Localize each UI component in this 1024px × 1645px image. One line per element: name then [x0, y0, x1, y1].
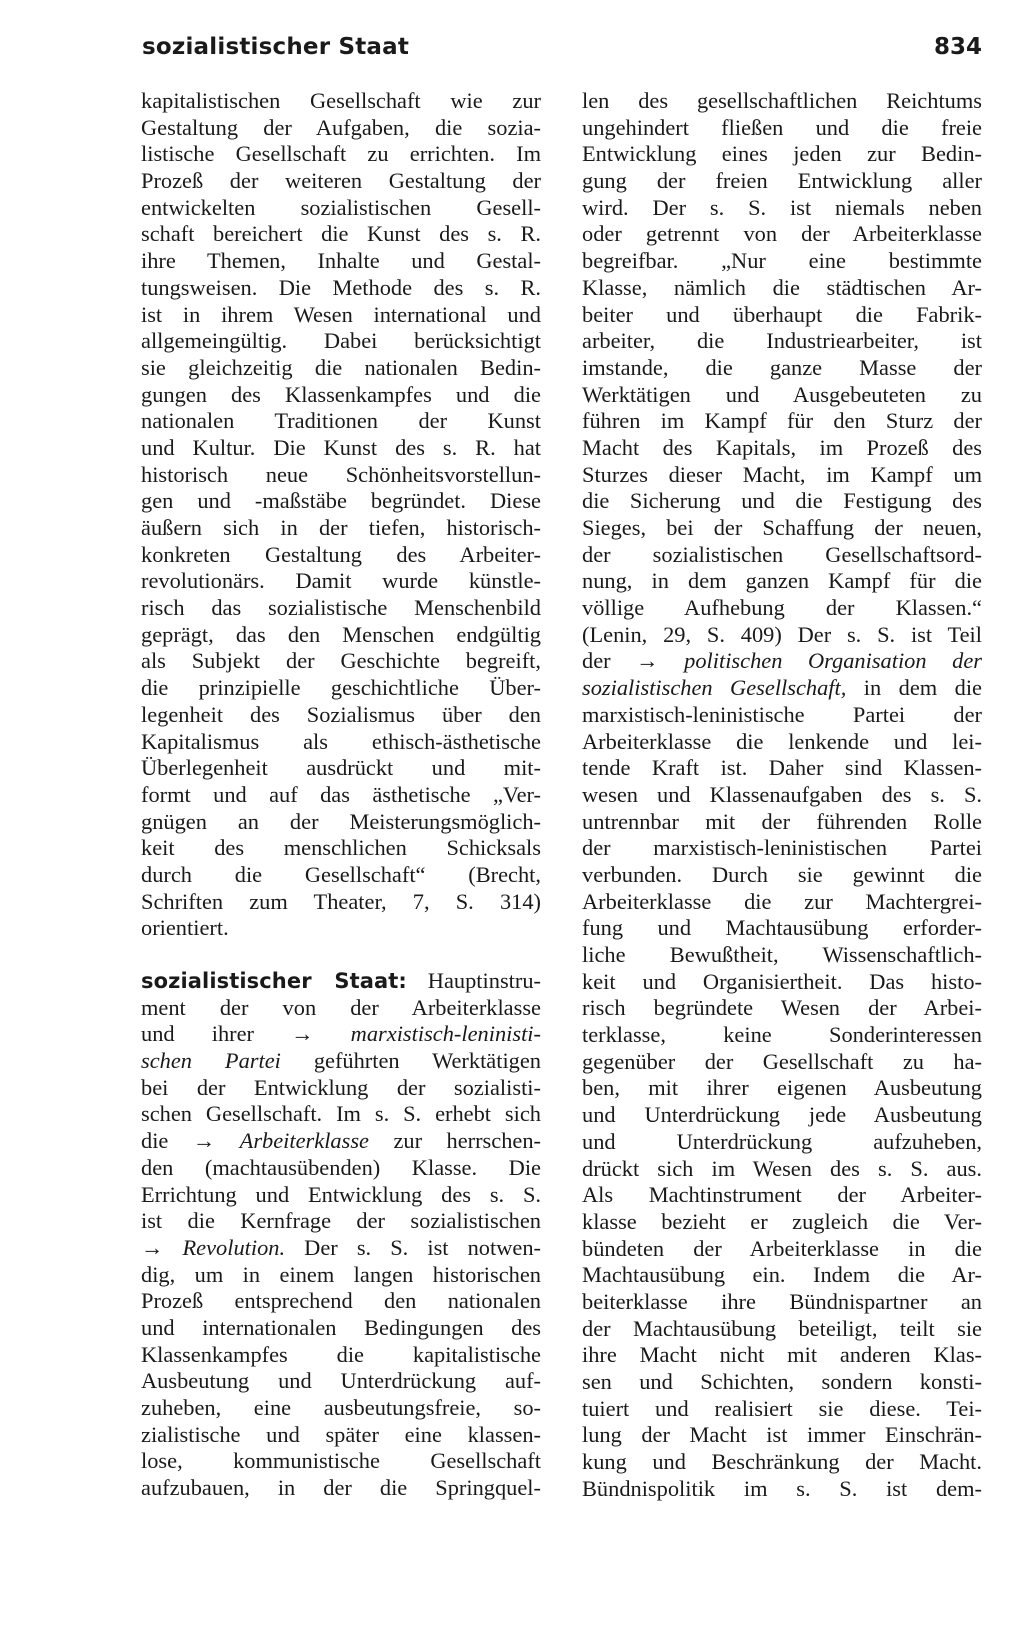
text-line: führen im Kampf für den Sturz der [582, 408, 982, 434]
cross-reference-link[interactable]: Arbeiterklasse [239, 1128, 369, 1154]
text-line: (Lenin, 29, S. 409) Der s. S. ist Teil [582, 621, 982, 647]
text-line: sen und Schichten, sondern konsti- [582, 1369, 982, 1394]
text-line: risch das sozialistische Menschenbild [141, 595, 541, 621]
text-line: Machtausübung ein. Indem die Ar- [582, 1262, 982, 1288]
paragraph-continuation [141, 88, 541, 942]
text-line: Errichtung und Entwicklung des s. S. [141, 1181, 541, 1207]
cross-reference-arrow-icon: → [192, 1128, 240, 1154]
text-line: als Subjekt der Geschichte begreift, [141, 648, 541, 674]
text-line: Arbeiterklasse die lenkende und lei- [582, 728, 982, 754]
text-line: geprägt, das den Menschen endgültig [141, 621, 541, 647]
text-line: wesen und Klassenaufgaben des s. S. [582, 781, 982, 807]
text-line: schen Gesellschaft. Im s. S. erhebt sich [141, 1101, 541, 1127]
text-line: gegenüber der Gesellschaft zu ha- [582, 1048, 982, 1074]
text-line: untrennbar mit der führenden Rolle [582, 808, 982, 834]
text-line: Ausbeutung und Unterdrückung auf- [141, 1368, 541, 1394]
cross-reference-arrow-icon: → [636, 648, 685, 674]
text-line: keit des menschlichen Schicksals [141, 835, 541, 861]
text-line: gnügen an der Meisterungsmöglich- [141, 808, 541, 834]
text-line: gungen des Klassenkampfes und die [141, 381, 541, 407]
text-line: tuiert und realisiert sie diese. Tei- [582, 1395, 982, 1421]
text-line: und internationalen Bedingungen des [141, 1314, 541, 1340]
text-line: len des gesellschaftlichen Reichtums [582, 88, 982, 113]
text-line: und Kultur. Die Kunst des s. R. hat [141, 434, 541, 460]
text-line: die prinzipielle geschichtliche Über- [141, 675, 541, 701]
page-header [142, 34, 982, 74]
text-line: kapitalistischen Gesellschaft wie zur [141, 88, 541, 113]
text-line [141, 1235, 541, 1262]
cross-reference-link[interactable]: schen Partei [141, 1048, 281, 1074]
text-line: arbeiter, die Industriearbeiter, ist [582, 328, 982, 354]
text-line: lung der Macht ist immer Einschrän- [582, 1422, 982, 1448]
text-run: zur herrschen- [369, 1128, 541, 1154]
text-line: oder getrennt von der Arbeiterklasse [582, 221, 982, 247]
text-line: nationalen Traditionen der Kunst [141, 408, 541, 434]
text-line [141, 1128, 541, 1155]
text-line: und Unterdrückung jede Ausbeutung [582, 1102, 982, 1128]
right-column [582, 88, 982, 1502]
cross-reference-link[interactable]: politischen Organisation der [684, 648, 982, 674]
text-line: bei der Entwicklung der sozialisti- [141, 1074, 541, 1100]
cross-reference-arrow-icon: → [141, 1234, 183, 1260]
text-line: Arbeiterklasse die zur Machtergrei- [582, 888, 982, 914]
text-line: ist in ihrem Wesen international und [141, 301, 541, 327]
text-line [141, 968, 541, 995]
text-line: gen und -maßstäbe begründet. Diese [141, 488, 541, 514]
text-line: drückt sich im Wesen des s. S. aus. [582, 1155, 982, 1181]
text-line: zuheben, eine ausbeutungsfreie, so- [141, 1395, 541, 1420]
text-line: klasse bezieht er zugleich die Ver- [582, 1208, 982, 1234]
text-line: Klassenkampfes die kapitalistische [141, 1341, 541, 1367]
text-line: aufzubauen, in der die Springquel- [141, 1475, 541, 1501]
text-run: und ihrer [141, 1021, 292, 1047]
text-line: sie gleichzeitig die nationalen Bedin- [141, 354, 541, 380]
text-line: Gestaltung der Aufgaben, die sozia- [141, 114, 541, 140]
text-line: völlige Aufhebung der Klassen.“ [582, 595, 982, 621]
text-line: nung, in dem ganzen Kampf für die [582, 568, 982, 594]
text-line: Bündnispolitik im s. S. ist dem- [582, 1475, 982, 1501]
text-line: beiter und überhaupt die Fabrik- [582, 301, 982, 327]
text-line: liche Bewußtheit, Wissenschaftlich- [582, 942, 982, 967]
text-line: tungsweisen. Die Methode des s. R. [141, 274, 541, 300]
text-line: ihre Macht nicht mit anderen Klas- [582, 1342, 982, 1368]
entry-spacer [141, 942, 541, 968]
text-run: geführten Werktätigen [280, 1048, 541, 1074]
text-line: kung und Beschränkung der Macht. [582, 1449, 982, 1475]
text-line [141, 1021, 541, 1048]
text-line: Klasse, nämlich die städtischen Ar- [582, 274, 982, 300]
text-run: Hauptinstru- [406, 968, 541, 993]
running-head: sozialistischer Staat [142, 34, 410, 60]
text-line [141, 1048, 541, 1075]
text-line: konkreten Gestaltung des Arbeiter- [141, 541, 541, 567]
text-line: keit und Organisiertheit. Das histo- [582, 968, 982, 994]
text-line: entwickelten sozialistischen Gesell- [141, 194, 541, 220]
text-line: wird. Der s. S. ist niemals neben [582, 194, 982, 220]
text-line: Werktätigen und Ausgebeuteten zu [582, 381, 982, 407]
text-run: der [582, 648, 637, 674]
text-line: Prozeß entsprechend den nationalen [141, 1288, 541, 1314]
text-line: dig, um in einem langen historischen [141, 1261, 541, 1287]
text-line: äußern sich in der tiefen, historisch- [141, 515, 541, 540]
text-line: der marxistisch-leninistischen Partei [582, 835, 982, 861]
text-line: ment der von der Arbeiterklasse [141, 994, 541, 1020]
text-line [582, 675, 982, 702]
text-line: ben, mit ihrer eigenen Ausbeutung [582, 1075, 982, 1101]
text-line: Kapitalismus als ethisch-ästhetische [141, 728, 541, 754]
cross-reference-link[interactable]: marxistisch-leninisti- [350, 1021, 541, 1047]
text-run: in dem die [846, 675, 982, 701]
text-line: marxistisch-leninistische Partei der [582, 701, 982, 727]
text-line: fung und Machtausübung erforder- [582, 915, 982, 941]
text-line: bündeten der Arbeiterklasse in die [582, 1235, 982, 1261]
cross-reference-arrow-icon: → [291, 1021, 351, 1047]
entry-headword: sozialistischer Staat: [141, 969, 407, 993]
text-line: zialistische und später eine klassen- [141, 1421, 541, 1447]
text-line: historisch neue Schönheitsvorstellun- [141, 461, 541, 487]
cross-reference-link[interactable]: sozialistischen Gesellschaft, [582, 675, 847, 701]
text-line: ihre Themen, Inhalte und Gestal- [141, 248, 541, 274]
text-line [582, 648, 982, 675]
page-number: 834 [933, 34, 982, 60]
text-line: die Sicherung und die Festigung des [582, 488, 982, 514]
text-line: listische Gesellschaft zu errichten. Im [141, 141, 541, 167]
text-line: Sturzes dieser Macht, im Kampf um [582, 461, 982, 487]
text-line: Prozeß der weiteren Gestaltung der [141, 168, 541, 194]
cross-reference-link[interactable]: Revolution. [182, 1234, 286, 1260]
text-line: lose, kommunistische Gesellschaft [141, 1448, 541, 1474]
text-line: verbunden. Durch sie gewinnt die [582, 861, 982, 887]
text-line: risch begründete Wesen der Arbei- [582, 995, 982, 1021]
text-run: die [141, 1128, 193, 1154]
text-line: ist die Kernfrage der sozialistischen [141, 1208, 541, 1234]
text-line: tende Kraft ist. Daher sind Klassen- [582, 755, 982, 781]
text-line: der Machtausübung beteiligt, teilt sie [582, 1315, 982, 1341]
text-line: Als Machtinstrument der Arbeiter- [582, 1182, 982, 1208]
text-line: Überlegenheit ausdrückt und mit- [141, 755, 541, 781]
text-line: ungehindert fließen und die freie [582, 114, 982, 140]
text-line: der sozialistischen Gesellschaftsord- [582, 541, 982, 567]
text-line: gung der freien Entwicklung aller [582, 168, 982, 194]
text-line: Macht des Kapitals, im Prozeß des [582, 434, 982, 460]
text-line: Entwicklung eines jeden zur Bedin- [582, 141, 982, 167]
text-line: und Unterdrückung aufzuheben, [582, 1128, 982, 1154]
text-line: imstande, die ganze Masse der [582, 354, 982, 380]
dictionary-entry [141, 968, 541, 1502]
text-line: beiterklasse ihre Bündnispartner an [582, 1288, 982, 1314]
text-line: schaft bereichert die Kunst des s. R. [141, 221, 541, 247]
text-line: formt und auf das ästhetische „Ver- [141, 781, 541, 807]
text-line: Schriften zum Theater, 7, S. 314) [141, 888, 541, 914]
text-line: legenheit des Sozialismus über den [141, 701, 541, 727]
text-line: Sieges, bei der Schaffung der neuen, [582, 515, 982, 540]
text-line: durch die Gesellschaft“ (Brecht, [141, 861, 541, 887]
text-line: revolutionärs. Damit wurde künstle- [141, 568, 541, 594]
text-line: begreifbar. „Nur eine bestimmte [582, 248, 982, 274]
text-run: Der s. S. ist notwen- [285, 1234, 541, 1260]
text-line: allgemeingültig. Dabei berücksichtigt [141, 328, 541, 354]
text-line: den (machtausübenden) Klasse. Die [141, 1154, 541, 1180]
text-line: orientiert. [141, 915, 229, 941]
text-line: terklasse, keine Sonderinteressen [582, 1022, 982, 1048]
left-column [141, 88, 541, 1502]
